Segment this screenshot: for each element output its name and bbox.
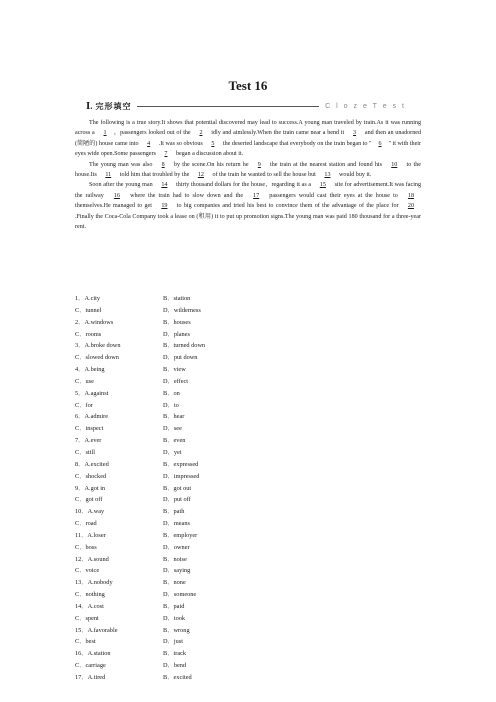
option-right: B．expressed (163, 460, 199, 468)
option-left: C．got off (75, 496, 103, 504)
option-right: D．means (163, 520, 190, 528)
cloze-blank: 11 (105, 172, 112, 179)
passage-paragraph: The following is a true story.It shows that potential discovered may lead to success.A young man traveled by train.As it was running across a 1 ，passengers looked out of the 2 idly and aimlessly.When the train came near a bend it 3 and then an unadorned (简陋的) house came into 4 .It was so obvious 5 the deserted landscape that everybody on the train began to " 6 " it with their eyes wide open.Some passengers 7 began a discussion about it. (75, 120, 422, 158)
heading-divider (137, 106, 319, 107)
section-number: Ⅰ. (86, 100, 93, 111)
option-left: 3．A.broke down (75, 342, 121, 350)
option-left: C．use (75, 377, 94, 385)
option-right: B．paid (163, 602, 185, 610)
option-left: C．tunnel (75, 306, 102, 314)
option-right: B．got out (163, 484, 192, 492)
option-left: 17．A.tired (75, 674, 106, 681)
option-right: B．path (163, 508, 185, 516)
cloze-blank: 20 (407, 203, 414, 210)
cloze-blank: 13 (324, 172, 331, 179)
option-row (75, 411, 275, 423)
option-row (75, 518, 275, 530)
cloze-blank: 19 (161, 203, 168, 210)
section-english-label: C l o z e T e s t (325, 102, 406, 110)
option-row (75, 554, 275, 566)
option-left: 9．A.got in (75, 484, 106, 492)
option-left: 15．A.favorable (75, 626, 118, 634)
option-right: D．effect (163, 377, 189, 385)
option-right: B．on (163, 389, 180, 397)
option-right: D．bend (163, 662, 187, 670)
option-right: D．saying (163, 567, 191, 575)
option-row (75, 506, 275, 518)
option-row (75, 435, 275, 447)
option-row (75, 317, 275, 329)
option-left: 6．A.admire (75, 413, 109, 421)
option-row (75, 471, 275, 483)
option-left: 10．A.way (75, 508, 105, 516)
option-right: D．put off (163, 496, 191, 504)
option-left: 12．A.sound (75, 555, 109, 563)
option-left: 1．A.city (75, 295, 101, 302)
cloze-blank: 2 (199, 130, 203, 137)
option-row (75, 648, 275, 660)
option-right: D．wilderness (163, 306, 201, 314)
option-right: B．employer (163, 531, 198, 539)
option-right: D．yet (163, 448, 182, 456)
option-row (75, 530, 275, 542)
option-left: C．nothing (75, 591, 105, 599)
option-right: B．station (163, 295, 191, 302)
option-left: C．carriage (75, 662, 106, 670)
option-left: 5．A.against (75, 389, 109, 397)
passage-paragraph: Soon after the young man 14 thirty thousand dollars for the house，regarding it as a 15 site for advertisement.It was facing the railway 16 where the train had to slow down and the 17 passengers would cast their eyes at the house to 18 themselves.He managed to get 19 to big companies and tried his best to convince them of the advantage of the place for 20 .Finally the Coca-Cola Company took a lease on (租用) it to put up promotion signs.The young man was paid 180 thousand for a three-year rent. (75, 182, 422, 231)
cloze-blank: 12 (197, 172, 204, 179)
cloze-blank: 7 (164, 151, 168, 158)
option-row (75, 423, 275, 435)
option-right: B．turned down (163, 342, 206, 350)
option-right: D．see (163, 425, 182, 433)
option-row (75, 447, 275, 459)
cloze-blank: 10 (391, 161, 398, 168)
option-row (75, 542, 275, 554)
option-left: C．slowed down (75, 354, 119, 362)
cloze-passage (75, 118, 421, 232)
option-right: D．put down (163, 354, 198, 362)
option-row (75, 329, 275, 341)
option-right: B．wrong (163, 626, 190, 634)
cloze-blank: 16 (113, 192, 120, 199)
option-right: B．noise (163, 555, 187, 563)
section-heading (86, 100, 406, 112)
option-right: D．someone (163, 591, 197, 599)
option-right: B．none (163, 579, 186, 587)
cloze-blank: 3 (353, 130, 357, 137)
option-left: 14．A.cost (75, 602, 104, 610)
cloze-blank: 18 (407, 192, 415, 199)
option-row (75, 305, 275, 317)
option-left: C．shocked (75, 472, 107, 480)
option-left: C．still (75, 448, 95, 456)
option-right: B．hear (163, 413, 185, 421)
option-row (75, 636, 275, 648)
cloze-blank: 15 (319, 182, 326, 189)
option-row (75, 565, 275, 577)
option-left: C．boss (75, 543, 97, 551)
option-row (75, 483, 275, 495)
option-left: 13．A.nobody (75, 579, 113, 587)
option-right: B．track (163, 650, 187, 658)
answer-options (75, 293, 275, 684)
option-left: C．rooms (75, 330, 102, 338)
option-left: C．inspect (75, 425, 104, 433)
option-right: D．to (163, 401, 179, 409)
option-right: D．took (163, 614, 186, 622)
option-right: D．planes (163, 330, 190, 338)
option-row (75, 577, 275, 589)
option-left: C．best (75, 638, 96, 646)
passage-paragraph: The young man was also 8 by the scene.On his return he 9 the train at the nearest station and found his 10 to the house.Its 11 told him that troubled by the 12 of the train he wanted to sell the house but 13 would buy it. (75, 161, 421, 179)
option-left: C．spent (75, 614, 99, 622)
option-row (75, 340, 275, 352)
option-left: 11．A.loser (75, 531, 106, 539)
option-left: C．road (75, 520, 97, 528)
cloze-blank: 8 (161, 161, 165, 168)
option-row (75, 459, 275, 471)
option-row (75, 672, 275, 684)
option-right: D．just (163, 638, 183, 646)
option-row (75, 613, 275, 625)
option-left: 2．A.windows (75, 318, 114, 326)
option-right: B．view (163, 366, 186, 374)
option-left: 16．A.station (75, 650, 111, 658)
option-left: C．voice (75, 567, 100, 575)
cloze-blank: 1 (103, 130, 107, 137)
option-row (75, 352, 275, 364)
option-left: 8．A.excited (75, 460, 109, 468)
option-row (75, 589, 275, 601)
option-row (75, 364, 275, 376)
option-right: B．houses (163, 318, 191, 326)
option-row (75, 293, 275, 305)
option-row (75, 625, 275, 637)
option-right: D．owner (163, 543, 190, 551)
option-left: 7．A.ever (75, 437, 102, 445)
option-row (75, 400, 275, 412)
cloze-blank: 17 (253, 192, 260, 199)
cloze-blank: 6 (378, 140, 382, 147)
option-right: B．excited (163, 674, 192, 681)
option-left: C．for (75, 401, 93, 409)
cloze-blank: 4 (147, 140, 151, 147)
option-row (75, 601, 275, 613)
option-row (75, 660, 275, 672)
page-title: Test 16 (228, 78, 268, 93)
option-right: D．impressed (163, 472, 200, 480)
option-row (75, 494, 275, 506)
option-row (75, 388, 275, 400)
option-right: B．even (163, 437, 186, 445)
cloze-blank: 9 (257, 161, 261, 168)
cloze-blank: 14 (161, 182, 168, 189)
option-row (75, 376, 275, 388)
section-label: 完形填空 (95, 101, 132, 111)
cloze-blank: 5 (211, 140, 215, 147)
option-left: 4．A.being (75, 366, 105, 374)
